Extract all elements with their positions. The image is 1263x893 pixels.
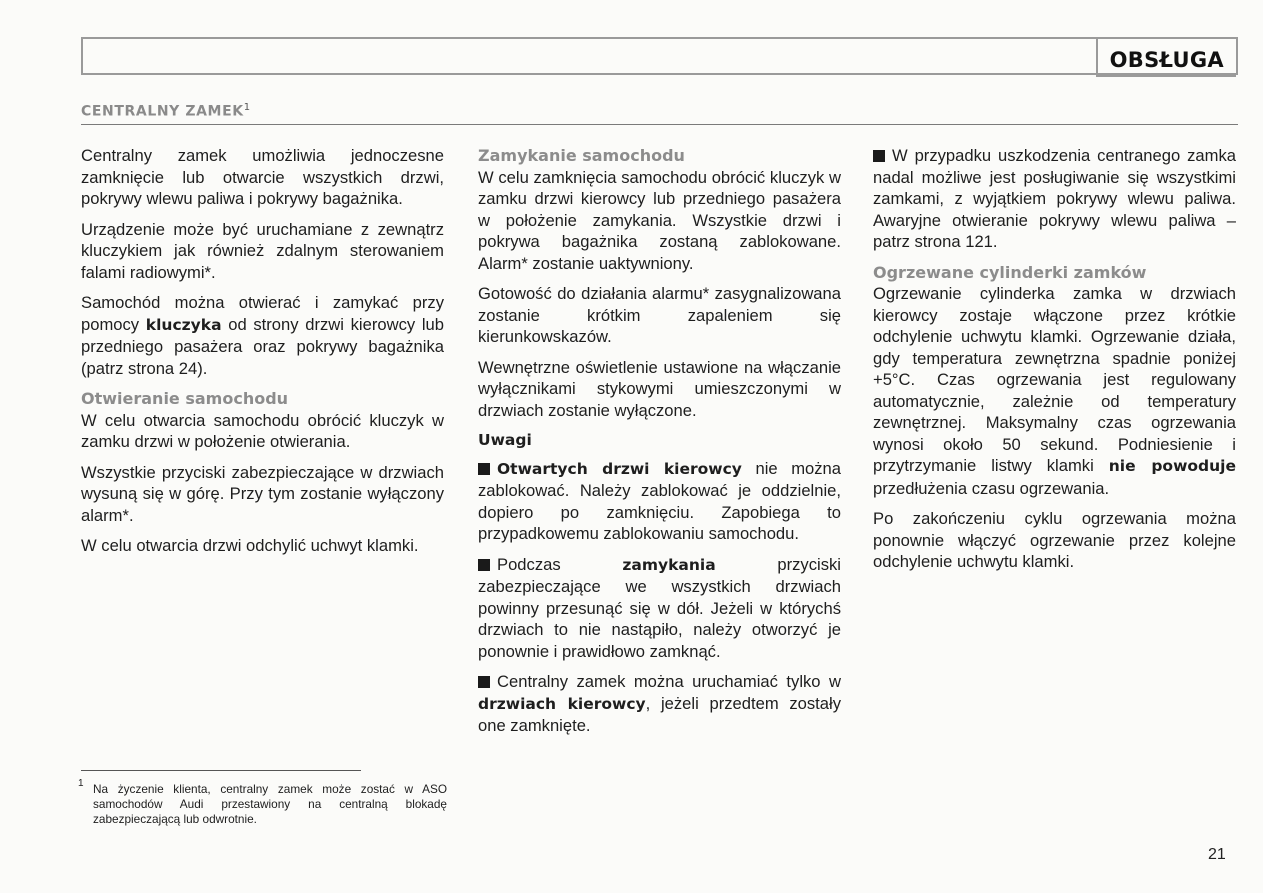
note-item: Centralny zamek można uruchamiać tylko w drzwiach kierowcy, jeżeli przedtem zostały one zamknięte. bbox=[478, 672, 841, 735]
paragraph: Centralny zamek umożliwia jednoczesne zamknięcie lub otwarcie wszystkich drzwi, pokrywy wlewu paliwa i pokrywy bagażnika. bbox=[81, 146, 444, 208]
footnote bbox=[78, 778, 447, 827]
page-number: 21 bbox=[1208, 846, 1226, 863]
section-title bbox=[81, 102, 251, 120]
note-item: W przypadku uszkodzenia centranego zamka nadal możliwe jest posługiwanie się wszystkimi zamkami, z wyjątkiem pokrywy wlewu paliwa. Awaryjne otwieranie pokrywy wlewu paliwa – patrz strona 121. bbox=[873, 146, 1236, 251]
paragraph: Wewnętrzne oświetlenie ustawione na włączanie wyłącznikami stykowymi umieszczonymi w drzwiach zostanie wyłączone. bbox=[478, 357, 841, 420]
column-3 bbox=[873, 145, 1236, 582]
header-frame bbox=[81, 37, 1238, 75]
notes-title: Uwagi bbox=[478, 431, 532, 449]
subheading-heated-cylinders: Ogrzewane cylinderki zamków bbox=[873, 262, 1147, 282]
subheading-opening: Otwieranie samochodu bbox=[81, 389, 289, 408]
footnote-rule bbox=[81, 770, 361, 771]
footnote-text: Na życzenie klienta, centralny zamek może zostać w ASO samochodów Audi przestawiony na centralną blokadę zabezpieczającą lub odwrotnie. bbox=[93, 782, 447, 826]
bullet-square-icon bbox=[478, 676, 490, 688]
bullet-square-icon bbox=[478, 559, 490, 571]
section-rule bbox=[81, 124, 1238, 125]
note-item: Podczas zamykania przyciski zabezpieczające we wszystkich drzwiach powinny przesunąć się w dół. Jeżeli w którychś drzwiach to nie nastąpiło, należy otworzyć je ponownie i prawidłowo zamknąć. bbox=[478, 554, 841, 661]
paragraph: Wszystkie przyciski zabezpieczające w drzwiach wysuną się w górę. Przy tym zostanie wyłączony alarm*. bbox=[81, 462, 444, 525]
column-2 bbox=[478, 145, 841, 746]
paragraph: W celu otwarcia samochodu obrócić kluczyk w zamku drzwi w położenie otwierania. bbox=[81, 410, 444, 451]
paragraph: W celu otwarcia drzwi odchylić uchwyt klamki. bbox=[81, 536, 419, 555]
paragraph: W celu zamknięcia samochodu obrócić kluczyk w zamku drzwi kierowcy lub przedniego pasażera w położenie zamykania. Wszystkie drzwi i pokrywa bagażnika zostaną zablokowane. Alarm* zostanie uaktywniony. bbox=[478, 167, 841, 273]
bold-term: kluczyka bbox=[145, 315, 222, 334]
bullet-square-icon bbox=[873, 150, 885, 162]
bullet-square-icon bbox=[478, 463, 490, 475]
subheading-closing: Zamykanie samochodu bbox=[478, 146, 685, 165]
paragraph: Gotowość do działania alarmu* zasygnalizowana zostanie krótkim zapaleniem się kierunkowskazów. bbox=[478, 284, 841, 346]
paragraph: Ogrzewanie cylinderka zamka w drzwiach kierowcy zostaje włączone przez krótkie odchylenie uchwytu klamki. Ogrzewanie działa, gdy temperatura zewnętrzna spadnie poniżej +5°C. Czas ogrzewania jest regulowany automatycznie, zależnie od temperatury zewnętrznej. Maksymalny czas ogrzewania wynosi około 50 sekund. Podniesienie i przytrzymanie listwy klamki nie powoduje przedłużenia czasu ogrzewania. bbox=[873, 284, 1236, 498]
column-1 bbox=[81, 145, 444, 566]
footnote-marker: 1 bbox=[243, 102, 251, 113]
footnote-number: 1 bbox=[78, 778, 84, 789]
chapter-title: OBSŁUGA bbox=[1096, 37, 1236, 77]
note-item: Otwartych drzwi kierowcy nie można zablokować. Należy zablokować je oddzielnie, dopiero po zamknięciu. Zapobiega to przypadkowemu zablokowaniu samochodu. bbox=[478, 458, 842, 543]
paragraph: Po zakończeniu cyklu ogrzewania można ponownie włączyć ogrzewanie przez kolejne odchylenie uchwytu klamki. bbox=[873, 509, 1236, 571]
section-title-text: CENTRALNY ZAMEK bbox=[81, 103, 244, 120]
paragraph: Urządzenie może być uruchamiane z zewnątrz kluczykiem jak również zdalnym sterowaniem falami radiowymi*. bbox=[81, 219, 444, 282]
paragraph: Samochód można otwierać i zamykać przy pomocy kluczyka od strony drzwi kierowcy lub przedniego pasażera oraz pokrywy bagażnika (patrz strona 24). bbox=[81, 293, 445, 378]
